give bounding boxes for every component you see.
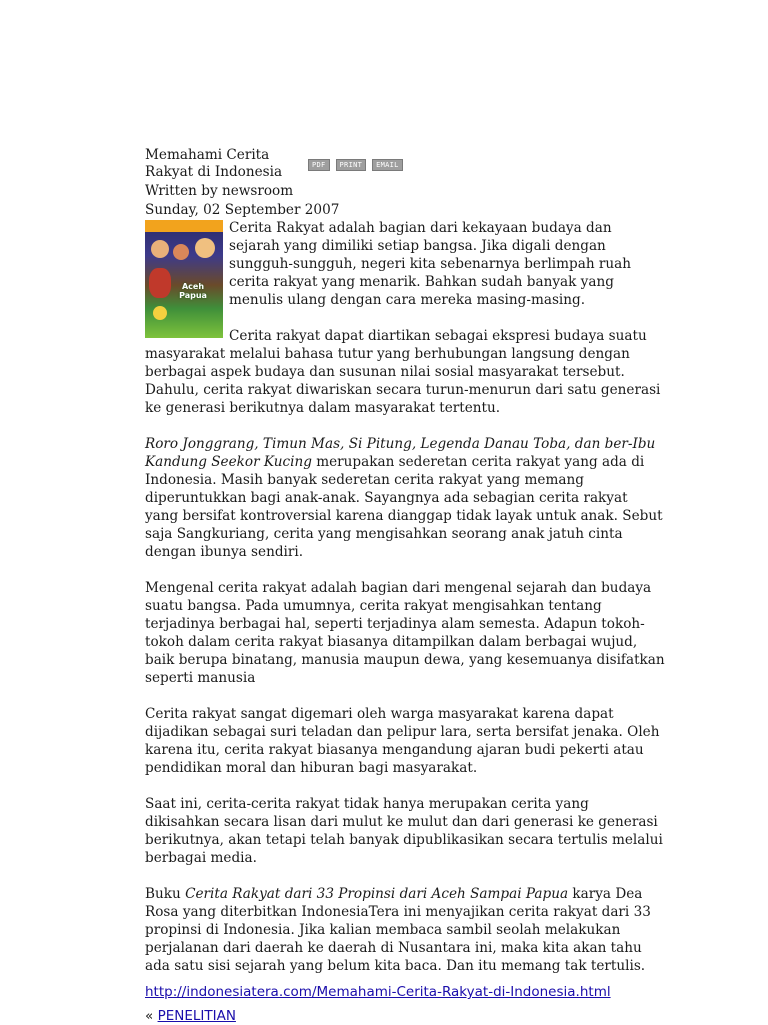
paragraph: Cerita rakyat dapat diartikan sebagai ekspresi budaya suatu masyarakat melalui bahasa tutur yang berhubungan langsung dengan berbagai aspek budaya dan susunan nilai sosial masyarakat tersebut. Dahulu, cerita rakyat diwariskan secara turun-menurun dari satu generasi ke generasi berikutnya dalam masyarakat tertentu. [145,328,661,416]
paragraph: Cerita Rakyat adalah bagian dari kekayaan budaya dan sejarah yang dimiliki setiap bangsa. Jika digali dengan sungguh-sungguh, negeri kita sebenarnya berlimpah ruah cerita rakyat yang menarik. Bahkan sudah banyak yang menulis ulang dengan cara mereka masing-masing. [229,220,632,308]
article-date: Sunday, 02 September 2007 [145,202,340,218]
paragraph-text: karya Dea Rosa yang diterbitkan IndonesiaTera ini menyajikan cerita rakyat dari 33 propinsi di Indonesia. Jika kalian membaca sambil seolah melakukan perjalanan dari daerah ke daerah di Nusantara ini, maka kita akan tahu ada satu sisi sejarah yang belum kita baca. Dan itu memang tak tertulis. [145,886,651,974]
paragraph [145,885,665,975]
document-actions [308,159,403,171]
pdf-button[interactable]: PDF [308,159,330,171]
paragraph-text: Buku [145,886,186,902]
paragraph [145,435,665,561]
paragraph-text: merupakan sederetan cerita rakyat yang ada di Indonesia. Masih banyak sederetan cerita rakyat yang memang diperuntukkan bagi anak-anak. Sayangnya ada sebagian cerita rakyat yang bersifat kontroversial karena dianggap tidak layak untuk anak. Sebut saja Sangkuriang, cerita yang mengisahkan seorang anak jatuh cinta dengan ibunya sendiri. [145,454,663,560]
cover-character [195,238,215,258]
article-header [145,147,665,181]
cover-character [153,306,167,320]
article-title: Memahami Cerita Rakyat di Indonesia [145,147,283,180]
nav-prefix: « [145,1008,158,1024]
source-link-line [145,983,665,1001]
italic-book-title: Cerita Rakyat dari 33 Propinsi dari Aceh Sampai Papua [185,886,569,902]
paragraph: Cerita rakyat sangat digemari oleh warga masyarakat karena dapat dijadikan sebagai suri teladan dan pelipur lara, serta bersifat jenaka. Oleh karena itu, cerita rakyat biasanya mengandung ajaran budi pekerti atau pendidikan moral dan hiburan bagi masyarakat. [145,706,660,776]
cover-character [173,244,189,260]
paragraph: Mengenal cerita rakyat adalah bagian dari mengenal sejarah dan budaya suatu bangsa. Pada umumnya, cerita rakyat mengisahkan tentang terjadinya berbagai hal, seperti terjadinya alam semesta. Adapun tokoh-tokoh dalam cerita rakyat biasanya ditampilkan dalam berbagai wujud, baik berupa binatang, manusia maupun dewa, yang kesemuanya disifatkan seperti manusia [145,580,665,686]
print-button[interactable]: PRINT [336,159,367,171]
category-nav [145,1007,665,1025]
italic-story-titles: Roro Jonggrang, Timun Mas, Si Pitung, Legenda Danau Toba, dan ber-Ibu Kandung Seekor Kucing [145,436,656,470]
email-button[interactable]: EMAIL [372,159,403,171]
article-author: Written by newsroom [145,183,294,199]
category-link-penelitian[interactable]: PENELITIAN [157,1008,236,1024]
cover-title: Aceh Papua [179,282,207,300]
cover-character [151,240,169,258]
book-cover-image [145,220,223,338]
paragraph: Saat ini, cerita-cerita rakyat tidak hanya merupakan cerita yang dikisahkan secara lisan dari mulut ke mulut dan dari generasi ke generasi berikutnya, akan tetapi telah banyak dipublikasikan secara tertulis melalui berbagai media. [145,796,663,866]
article [145,147,665,1025]
cover-band [145,220,223,232]
source-link[interactable]: http://indonesiatera.com/Memahami-Cerita-Rakyat-di-Indonesia.html [145,984,611,1000]
